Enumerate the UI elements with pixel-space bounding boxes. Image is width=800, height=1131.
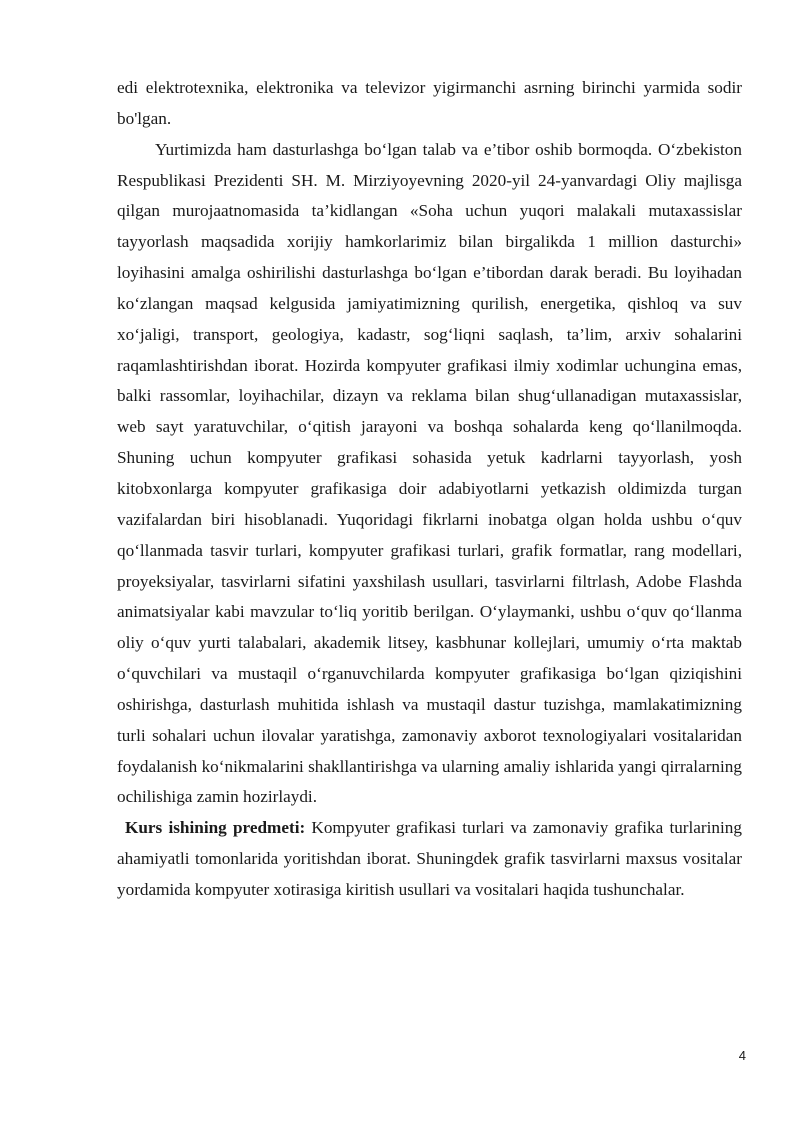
page-number: 4 — [738, 1048, 746, 1063]
paragraph-continuation: edi elektrotexnika, elektronika va televizor yigirmanchi asrning birinchi yarmida sodir bo'lgan. — [117, 78, 742, 128]
paragraph-main: Yurtimizda ham dasturlashga bo‘lgan talab va e’tibor oshib bormoqda. O‘zbekiston Respublikasi Prezidenti SH. M. Mirziyoyevning 2020-yil 24-yanvardagi Oliy majlisga qilgan murojaatnomasida ta’kidlangan «Soha uchun yuqori malakali mutaxassislar tayyorlash maqsadida xorijiy hamkorlarimiz bilan birgalikda 1 million dasturchi» loyihasini amalga oshirilishi dasturlashga bo‘lgan e’tibordan darak beradi. Bu loyihadan ko‘zlangan maqsad kelgusida jamiyatimizning qurilish, energetika, qishloq va suv xo‘jaligi, transport, geologiya, kadastr, sog‘liqni saqlash, ta’lim, arxiv sohalarini raqamlashtirishdan iborat. Hozirda kompyuter grafikasi ilmiy xodimlar uchungina emas, balki rassomlar, loyihachilar, dizayn va reklama bilan shug‘ullanadigan mutaxassislar, web sayt yaratuvchilar, o‘qitish jarayoni va boshqa sohalarda keng qo‘llanilmoqda. Shuning uchun kompyuter grafikasi sohasida yetuk kadrlarni tayyorlash, yosh kitobxonlarga kompyuter grafikasiga doir adabiyotlarni yetkazish oldimizda turgan vazifalardan biri hisoblanadi. Yuqoridagi fikrlarni inobatga olgan holda ushbu o‘quv qo‘llanmada tasvir turlari, kompyuter grafikasi turlari, grafik formatlar, rang modellari, proyeksiyalar, tasvirlarni sifatini yaxshilash usullari, tasvirlarni filtrlash, Adobe Flashda animatsiyalar kabi mavzular to‘liq yoritib berilgan. O‘ylaymanki, ushbu o‘quv qo‘llanma oliy o‘quv yurti talabalari, akademik litsey, kasbhunar kollejlari, umumiy o‘rta maktab o‘quvchilari va mustaqil o‘rganuvchilarda kompyuter grafikasiga bo‘lgan qiziqishini oshirishga, dasturlash muhitida ishlash va mustaqil dastur tuzishga, mamlakatimizning turli sohalari uchun ilovalar yaratishga, zamonaviy axborot texnologiyalari vositalaridan foydalanish ko‘nikmalarini shakllantirishga va ularning amaliy ishlarida yangi qirralarning ochilishiga zamin hozirlaydi. — [117, 139, 742, 807]
subject-label: Kurs ishining predmeti: — [125, 818, 306, 838]
body-text — [117, 73, 742, 906]
paragraph-subject — [117, 813, 742, 906]
subject-text: Kompyuter grafikasi turlari va zamonaviy grafika turlarining ahamiyatli tomonlarida yoritishdan iborat. Shuningdek grafik tasvirlarni maxsus vositalar yordamida kompyuter xotirasiga kiritish usullari va vositalari haqida tushunchalar. — [117, 818, 742, 899]
